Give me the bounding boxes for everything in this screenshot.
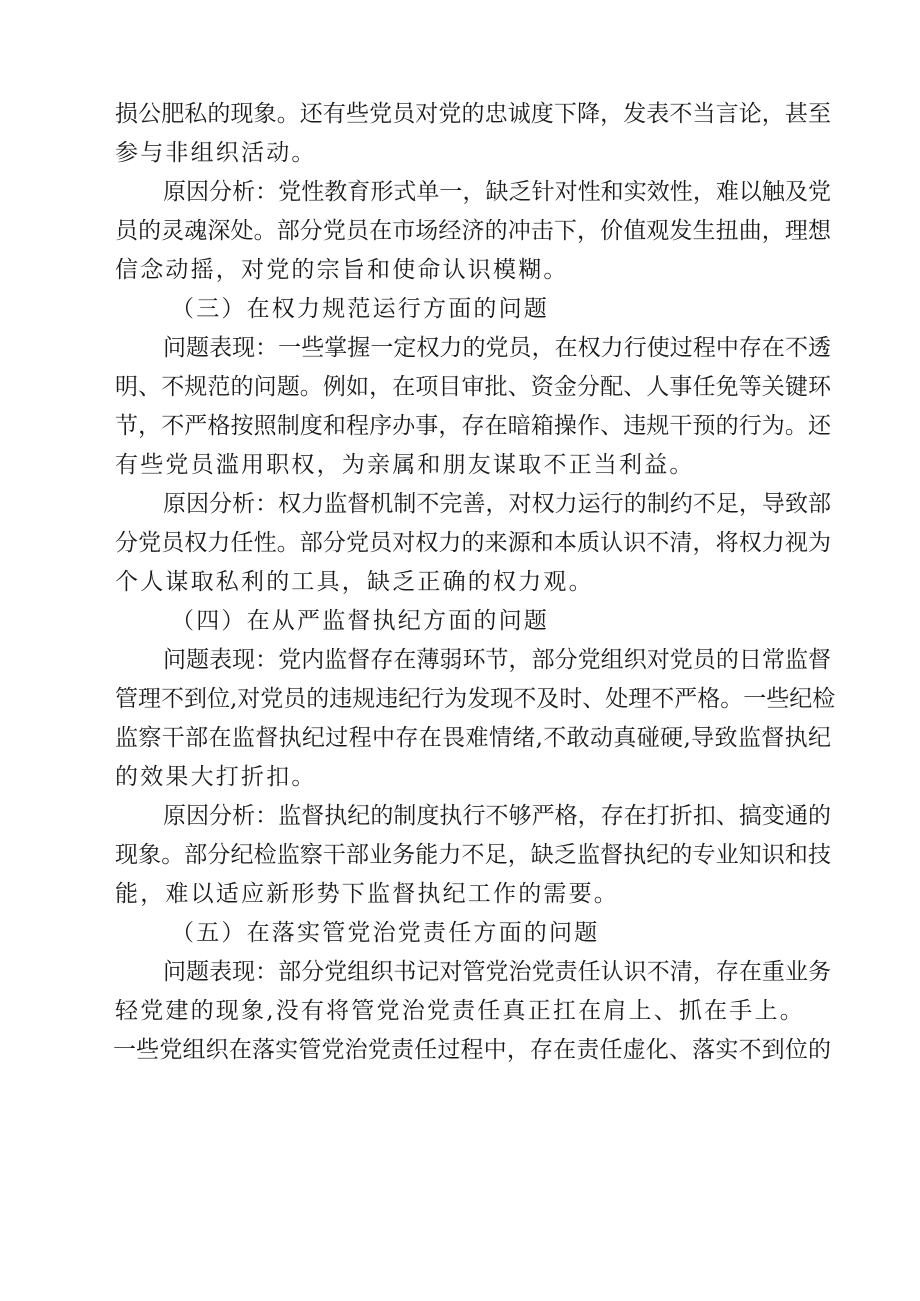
paragraph-start-line: 问题表现：党内监督存在薄弱环节，部分党组织对党员的日常监督 (163, 647, 831, 673)
text-line: 节，不严格按照制度和程序办事，存在暗箱操作、违规干预的行为。还 (115, 413, 831, 439)
text-line: 员的灵魂深处。部分党员在市场经济的冲击下，价值观发生扭曲，理想 (115, 218, 831, 244)
text-line: 管理不到位,对党员的违规违纪行为发现不及时、处理不严格。一些纪检 (115, 686, 836, 712)
section-heading-4: （四）在从严监督执纪方面的问题 (171, 608, 549, 634)
text-line: 明、不规范的问题。例如，在项目审批、资金分配、人事任免等关键环 (115, 374, 831, 400)
section-heading-5: （五）在落实管党治党责任方面的问题 (171, 920, 600, 946)
text-line: 损公肥私的现象。还有些党员对党的忠诚度下降，发表不当言论，甚至 (115, 101, 831, 127)
text-line: 分党员权力任性。部分党员对权力的来源和本质认识不清，将权力视为 (115, 530, 831, 556)
text-line: 一些党组织在落实管党治党责任过程中，存在责任虚化、落实不到位的 (113, 1037, 831, 1063)
text-line: 参与非组织活动。 (115, 140, 317, 166)
text-line: 个人谋取私利的工具，缺乏正确的权力观。 (115, 569, 594, 595)
document-body (113, 95, 836, 1070)
paragraph-start-line: 原因分析：党性教育形式单一，缺乏针对性和实效性，难以触及党 (163, 179, 831, 205)
text-line: 信念动摇，对党的宗旨和使命认识模糊。 (115, 257, 569, 283)
paragraph-start-line: 问题表现：一些掌握一定权力的党员，在权力行使过程中存在不透 (163, 335, 831, 361)
text-line: 能，难以适应新形势下监督执纪工作的需要。 (115, 881, 619, 907)
text-line: 现象。部分纪检监察干部业务能力不足，缺乏监督执纪的专业知识和技 (115, 842, 831, 868)
paragraph-start-line: 问题表现：部分党组织书记对管党治党责任认识不清，存在重业务 (163, 959, 831, 985)
text-line: 轻党建的现象,没有将管党治党责任真正扛在肩上、抓在手上。 (115, 998, 805, 1024)
section-heading-3: （三）在权力规范运行方面的问题 (171, 296, 549, 322)
text-line: 的效果大打折扣。 (115, 764, 317, 790)
text-line: 有些党员滥用职权，为亲属和朋友谋取不正当利益。 (115, 452, 695, 478)
paragraph-start-line: 原因分析：权力监督机制不完善，对权力运行的制约不足，导致部 (163, 491, 831, 517)
text-line: 监察干部在监督执纪过程中存在畏难情绪,不敢动真碰硬,导致监督执纪 (115, 725, 831, 751)
paragraph-start-line: 原因分析：监督执纪的制度执行不够严格，存在打折扣、搞变通的 (163, 803, 831, 829)
